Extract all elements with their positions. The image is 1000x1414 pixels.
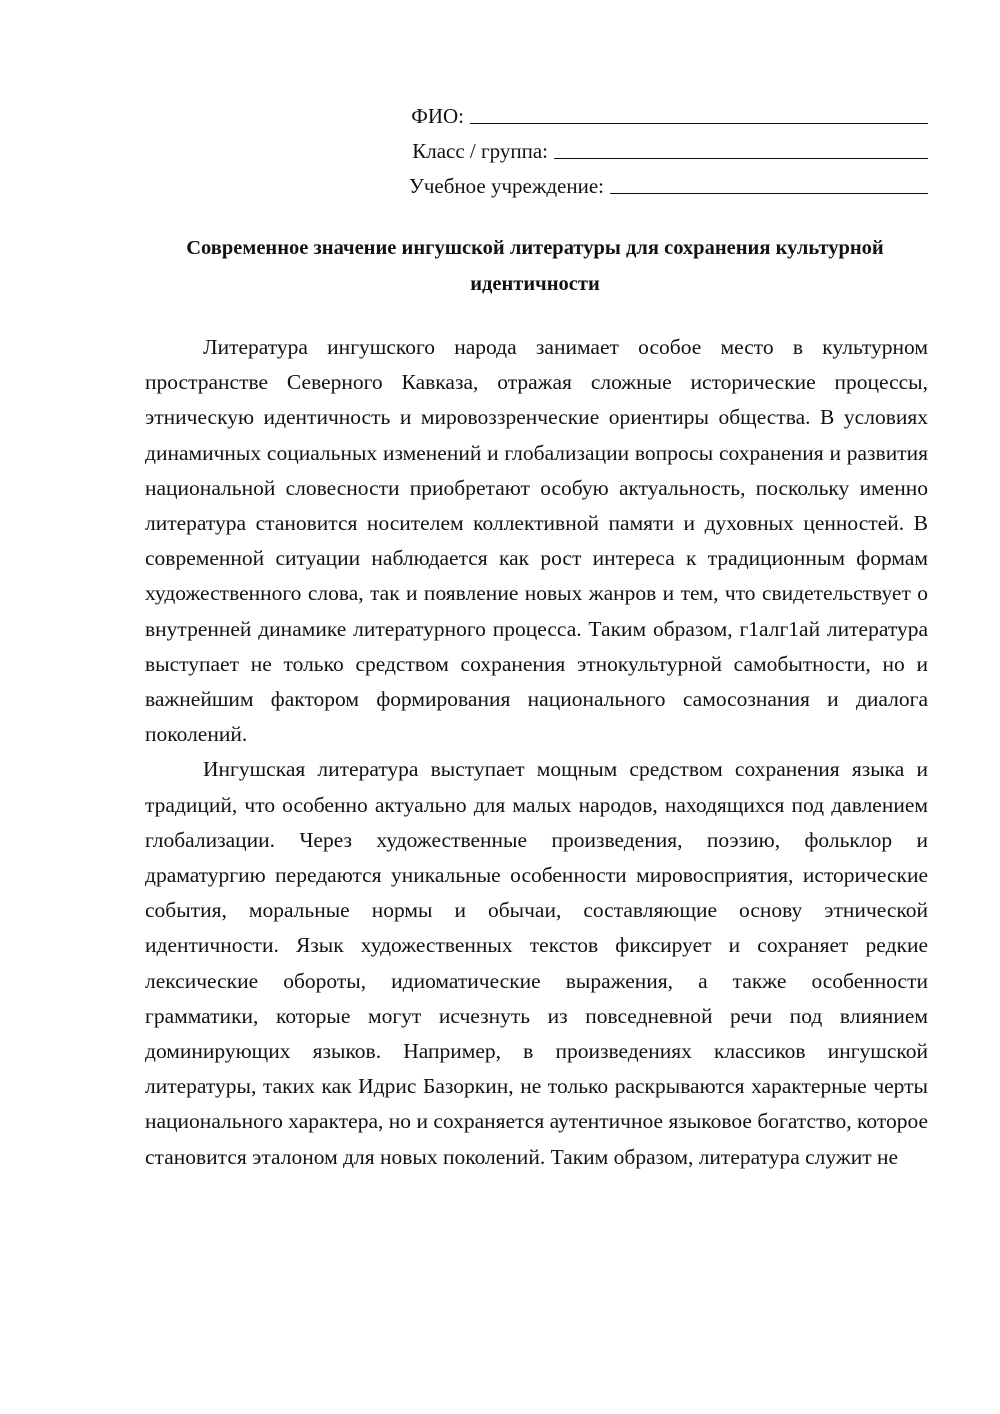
school-blank-field[interactable] xyxy=(610,171,928,194)
paragraph-2: Ингушская литература выступает мощным средством сохранения языка и традиций, что особенно актуально для малых народов, находящихся под давлением глобализации. Через художественные произведения, поэзию, фольклор и драматургию передаются уникальные особенности мировосприятия, исторические события, моральные нормы и обычаи, составляющие основу этнической идентичности. Язык художественных текстов фиксирует и сохраняет редкие лексические обороты, идиоматические выражения, а также особенности грамматики, которые могут исчезнуть из повседневной речи под влиянием доминирующих языков. Например, в произведениях классиков ингушской литературы, таких как Идрис Базоркин, не только раскрываются характерные черты национального характера, но и сохраняется аутентичное языковое богатство, которое становится эталоном для новых поколений. Таким образом, литература служит не xyxy=(145,757,928,1169)
paragraph-1: Литература ингушского народа занимает особое место в культурном пространстве Северного Кавказа, отражая сложные исторические процессы, этническую идентичность и мировоззренческие ориентиры общества. В условиях динамичных социальных изменений и глобализации вопросы сохранения и развития национальной словесности приобретают особую актуальность, поскольку именно литература становится носителем коллективной памяти и духовных ценностей. В современной ситуации наблюдается как рост интереса к традиционным формам художественного слова, так и появление новых жанров и тем, что свидетельствует о внутренней динамике литературного процесса. Таким образом, г1алг1ай литература выступает не только средством сохранения этнокультурной самобытности, но и важнейшим фактором формирования национального самосознания и диалога поколений. xyxy=(145,335,928,747)
essay-title: Современное значение ингушской литературы для сохранения культурной идентичности xyxy=(186,237,884,295)
fio-line xyxy=(368,92,928,127)
class-label: Класс / группа: xyxy=(412,139,548,163)
fio-label: ФИО: xyxy=(411,104,464,128)
fio-blank-field[interactable] xyxy=(470,101,928,124)
student-info-header xyxy=(368,92,928,197)
class-blank-field[interactable] xyxy=(554,136,928,159)
class-line xyxy=(368,127,928,162)
school-line xyxy=(368,162,928,197)
school-label: Учебное учреждение: xyxy=(408,174,604,198)
essay-body xyxy=(145,330,928,1175)
